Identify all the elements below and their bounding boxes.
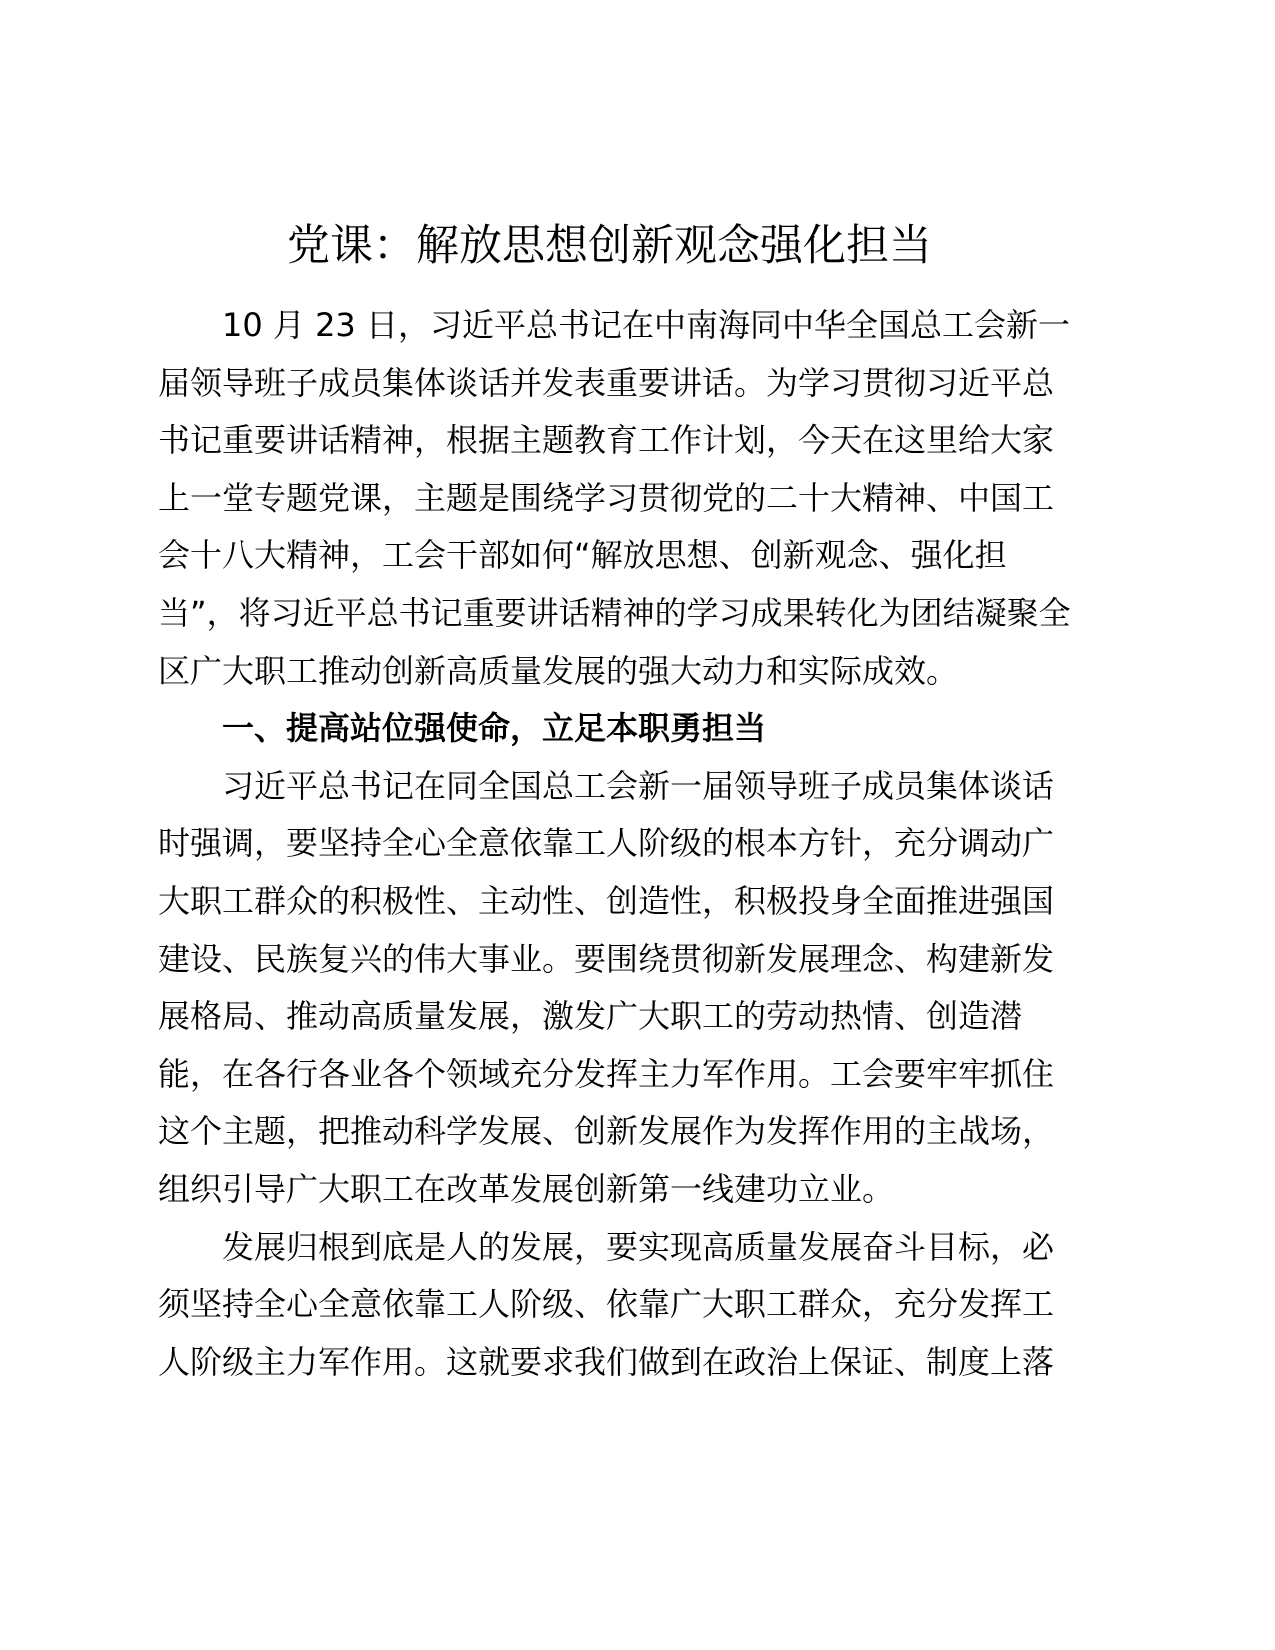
paragraph-line: 能，在各行各业各个领域充分发挥主力军作用。工会要牢牢抓住 <box>158 1054 1055 1093</box>
paragraph-line: 须坚持全心全意依靠工人阶级、依靠广大职工群众，充分发挥工 <box>158 1285 1055 1324</box>
paragraph-line: 书记重要讲话精神，根据主题教育工作计划，今天在这里给大家 <box>158 421 1055 460</box>
paragraph-line: 区广大职工推动创新高质量发展的强大动力和实际成效。 <box>158 651 959 690</box>
paragraph-line: 当”，将习近平总书记重要讲话精神的学习成果转化为团结凝聚全 <box>158 593 1071 632</box>
paragraph-line: 10 月 23 日，习近平总书记在中南海同中华全国总工会新一 <box>222 306 1070 344</box>
section-heading: 一、提高站位强使命，立足本职勇担当 <box>222 709 767 748</box>
paragraph-line: 上一堂专题党课，主题是围绕学习贯彻党的二十大精神、中国工 <box>158 478 1055 517</box>
paragraph-line: 人阶级主力军作用。这就要求我们做到在政治上保证、制度上落 <box>158 1342 1055 1381</box>
paragraph-line: 组织引导广大职工在改革发展创新第一线建功立业。 <box>158 1169 895 1208</box>
paragraph-line: 大职工群众的积极性、主动性、创造性，积极投身全面推进强国 <box>158 881 1055 920</box>
paragraph-line: 发展归根到底是人的发展，要实现高质量发展奋斗目标，必 <box>222 1227 1055 1266</box>
document-title: 党课：解放思想创新观念强化担当 <box>287 221 932 271</box>
paragraph-line: 会十八大精神，工会干部如何“解放思想、创新观念、强化担 <box>158 536 1007 575</box>
paragraph-line: 习近平总书记在同全国总工会新一届领导班子成员集体谈话 <box>222 766 1055 805</box>
document-body <box>158 297 1071 1391</box>
paragraph-line: 这个主题，把推动科学发展、创新发展作为发挥作用的主战场， <box>158 1112 1055 1151</box>
paragraph-line: 届领导班子成员集体谈话并发表重要讲话。为学习贯彻习近平总 <box>158 363 1055 402</box>
paragraph-line: 时强调，要坚持全心全意依靠工人阶级的根本方针，充分调动广 <box>158 824 1055 863</box>
paragraph-line: 展格局、推动高质量发展，激发广大职工的劳动热情、创造潜 <box>158 997 1023 1036</box>
paragraph-line: 建设、民族复兴的伟大事业。要围绕贯彻新发展理念、构建新发 <box>158 939 1055 978</box>
